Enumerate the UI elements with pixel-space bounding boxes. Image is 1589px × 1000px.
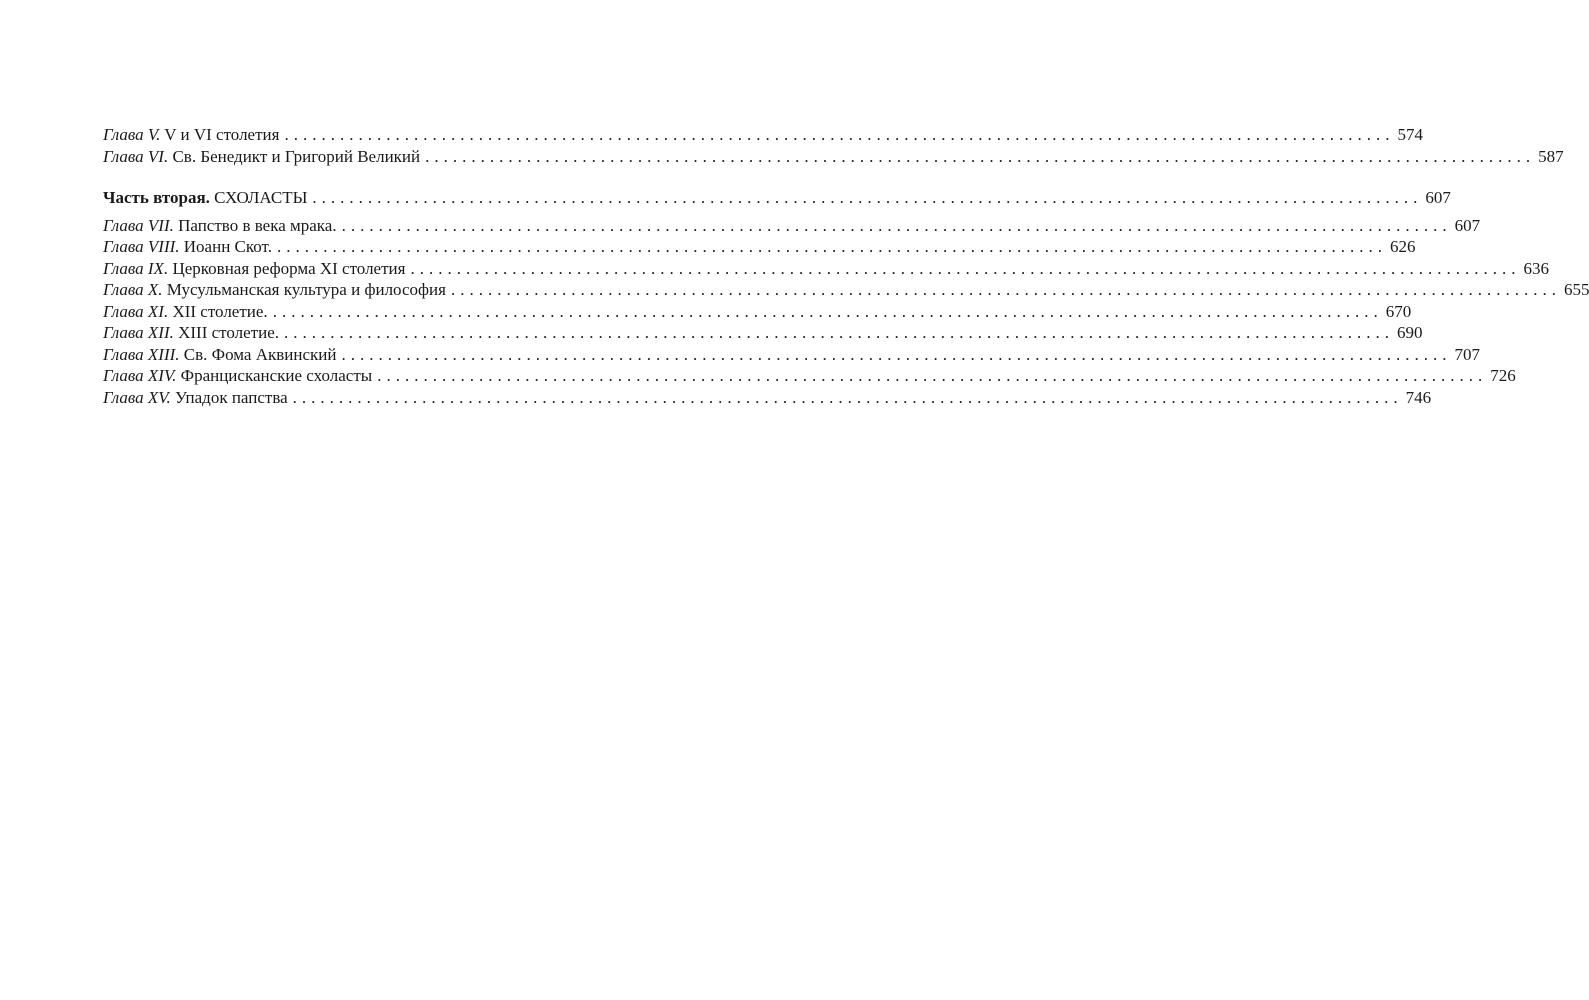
chapter-number: Глава XV.	[103, 387, 171, 407]
toc-entry-chapter-7	[103, 215, 1481, 237]
chapter-number: Глава XII.	[103, 323, 174, 342]
dot-leader: ........................................................................................................................	[410, 258, 1521, 278]
chapter-number: Глава X.	[103, 280, 163, 299]
chapter-title: Св. Фома Аквинский	[183, 344, 337, 364]
dot-leader: ........................................................................................................................	[292, 387, 1403, 407]
chapter-title: Св. Бенедикт и Григорий Великий	[172, 146, 421, 166]
page-number: 626	[1389, 237, 1416, 256]
toc-entry-part-2	[103, 187, 1451, 209]
section-gap	[103, 167, 555, 187]
chapter-title: XII столетие.	[172, 301, 268, 321]
toc-entry-chapter-14	[103, 365, 1516, 387]
page-number: 587	[1538, 146, 1564, 166]
chapter-title: Церковная реформа XI столетия	[172, 258, 406, 278]
page-number: 607	[1454, 215, 1481, 235]
page-number: 670	[1385, 301, 1412, 321]
page-number: 726	[1490, 366, 1516, 385]
chapter-number: Глава XIV.	[103, 366, 177, 385]
chapter-number: Глава IX.	[103, 258, 169, 278]
page-number: 607	[1425, 188, 1451, 207]
chapter-title: XIII столетие.	[178, 323, 279, 342]
dot-leader: ........................................................................................................................	[341, 344, 1452, 364]
page-number: 574	[1397, 125, 1423, 144]
toc-entry-chapter-13	[103, 344, 1480, 366]
toc-entry-chapter-11	[103, 301, 1412, 323]
part-title: СХОЛАСТЫ	[214, 188, 308, 207]
dot-leader: ........................................................................................................................	[284, 125, 1395, 144]
page-number: 707	[1454, 344, 1480, 364]
chapter-title: Папство в века мрака.	[178, 215, 337, 235]
dot-leader: ........................................................................................................................	[377, 366, 1488, 385]
chapter-title: Упадок папства	[174, 387, 288, 407]
dot-leader: ........................................................................................................................	[450, 280, 1561, 299]
part-label: Часть вторая.	[103, 188, 210, 207]
toc-entry-chapter-12	[103, 322, 1423, 344]
dot-leader: ........................................................................................................................	[312, 188, 1423, 207]
toc-entry-chapter-5	[103, 124, 1423, 146]
toc-entry-chapter-8	[103, 236, 1416, 258]
chapter-number: Глава VIII.	[103, 237, 180, 256]
page-number: 655	[1563, 280, 1589, 299]
dot-leader: ........................................................................................................................	[341, 215, 1452, 235]
page-number: 636	[1523, 258, 1549, 278]
chapter-number: Глава VI.	[103, 146, 169, 166]
toc-entry-chapter-10	[103, 279, 1589, 301]
toc-entry-chapter-15	[103, 387, 1432, 409]
chapter-number: Глава XIII.	[103, 344, 180, 364]
dot-leader: ........................................................................................................................	[425, 146, 1536, 166]
page-number: 746	[1405, 387, 1432, 407]
chapter-title: Мусульманская культура и философия	[166, 280, 446, 299]
dot-leader: ........................................................................................................................	[284, 323, 1394, 342]
chapter-title: V и VI столетия	[164, 125, 280, 144]
chapter-number: Глава XI.	[103, 301, 169, 321]
toc-entry-chapter-9	[103, 258, 1549, 280]
chapter-title: Францисканские схоласты	[180, 366, 373, 385]
dot-leader: ........................................................................................................................	[272, 301, 1383, 321]
chapter-number: Глава V.	[103, 125, 161, 144]
table-of-contents	[103, 124, 1589, 408]
chapter-number: Глава VII.	[103, 215, 174, 235]
page-number: 690	[1397, 323, 1423, 342]
toc-entry-chapter-6	[103, 146, 1564, 168]
chapter-title: Иоанн Скот.	[183, 237, 272, 256]
dot-leader: ........................................................................................................................	[276, 237, 1387, 256]
